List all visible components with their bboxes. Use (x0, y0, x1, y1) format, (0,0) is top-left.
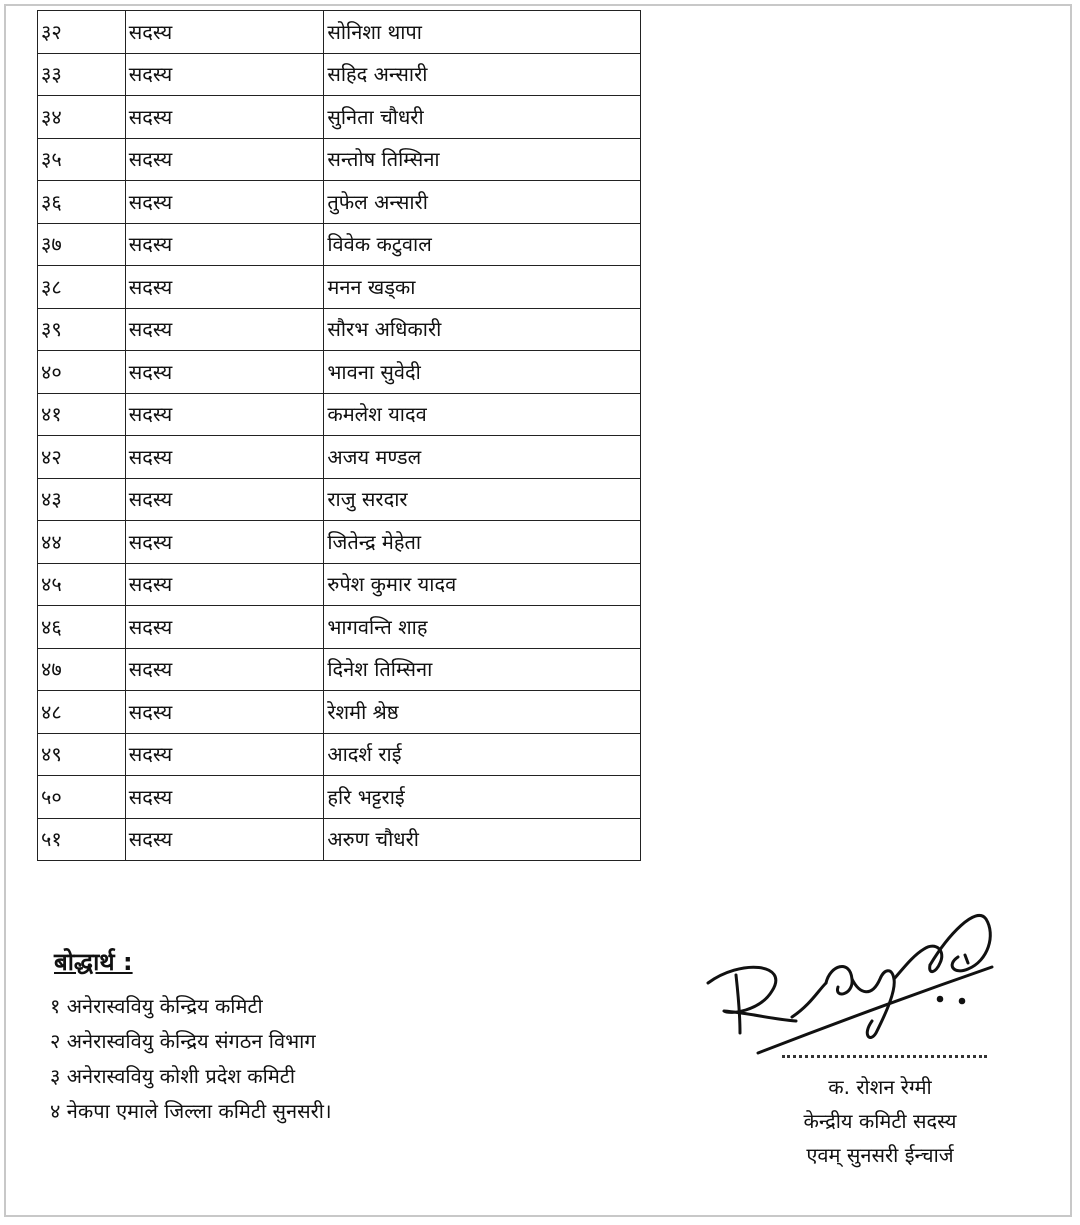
serial-number-cell: ३८ (38, 266, 126, 309)
table-row (38, 11, 641, 54)
member-name-cell: विवेक कटुवाल (324, 223, 641, 266)
serial-number-cell: ३४ (38, 96, 126, 139)
post-cell: सदस्य (125, 818, 324, 861)
member-name-cell: भागवन्ति शाह (324, 606, 641, 649)
table-row (38, 563, 641, 606)
member-name-cell: मनन खड्का (324, 266, 641, 309)
serial-number-cell: ४३ (38, 478, 126, 521)
signatory-details (745, 1070, 1015, 1172)
serial-number-cell: ४० (38, 351, 126, 394)
post-cell: सदस्य (125, 96, 324, 139)
member-name-cell: आदर्श राई (324, 733, 641, 776)
member-name-cell: सन्तोष तिम्सिना (324, 138, 641, 181)
post-cell: सदस्य (125, 478, 324, 521)
post-cell: सदस्य (125, 181, 324, 224)
post-cell: सदस्य (125, 691, 324, 734)
serial-number-cell: ४७ (38, 648, 126, 691)
serial-number-cell: ३३ (38, 53, 126, 96)
signature-dotted-line (782, 1055, 987, 1058)
member-name-cell: सौरभ अधिकारी (324, 308, 641, 351)
member-name-cell: अजय मण्डल (324, 436, 641, 479)
serial-number-cell: ५१ (38, 818, 126, 861)
member-name-cell: दिनेश तिम्सिना (324, 648, 641, 691)
signature-block (700, 895, 1000, 1185)
table-row (38, 521, 641, 564)
table-row (38, 648, 641, 691)
post-cell: सदस्य (125, 308, 324, 351)
handwritten-signature-icon (700, 895, 1000, 1055)
member-name-cell: रुपेश कुमार यादव (324, 563, 641, 606)
signatory-role: एवम् सुनसरी ईन्चार्ज (806, 1143, 954, 1167)
serial-number-cell: ३६ (38, 181, 126, 224)
cc-item: १ अनेरास्ववियु केन्द्रिय कमिटी (50, 994, 263, 1018)
member-name-cell: कमलेश यादव (324, 393, 641, 436)
table-row (38, 733, 641, 776)
table-row (38, 436, 641, 479)
member-name-cell: अरुण चौधरी (324, 818, 641, 861)
post-cell: सदस्य (125, 436, 324, 479)
post-cell: सदस्य (125, 351, 324, 394)
serial-number-cell: ४६ (38, 606, 126, 649)
post-cell: सदस्य (125, 648, 324, 691)
member-rows (38, 11, 641, 861)
member-name-cell: राजु सरदार (324, 478, 641, 521)
member-name-cell: तुफेल अन्सारी (324, 181, 641, 224)
table-row (38, 96, 641, 139)
post-cell: सदस्य (125, 138, 324, 181)
serial-number-cell: ४५ (38, 563, 126, 606)
table-row (38, 223, 641, 266)
table-row (38, 308, 641, 351)
serial-number-cell: ४४ (38, 521, 126, 564)
table-row (38, 776, 641, 819)
table-row (38, 606, 641, 649)
serial-number-cell: ४८ (38, 691, 126, 734)
serial-number-cell: ३२ (38, 11, 126, 54)
serial-number-cell: ५० (38, 776, 126, 819)
member-name-cell: रेशमी श्रेष्ठ (324, 691, 641, 734)
table-row (38, 351, 641, 394)
table-row (38, 478, 641, 521)
member-name-cell: भावना सुवेदी (324, 351, 641, 394)
member-table (37, 10, 641, 861)
member-name-cell: हरि भट्टराई (324, 776, 641, 819)
member-name-cell: जितेन्द्र मेहेता (324, 521, 641, 564)
serial-number-cell: ३९ (38, 308, 126, 351)
cc-item: ३ अनेरास्ववियु कोशी प्रदेश कमिटी (50, 1064, 296, 1088)
signatory-name: क. रोशन रेग्मी (828, 1075, 932, 1099)
cc-item: २ अनेरास्ववियु केन्द्रिय संगठन विभाग (50, 1029, 316, 1053)
cc-title: बोद्धार्थ : (54, 948, 133, 976)
post-cell: सदस्य (125, 266, 324, 309)
table-row (38, 818, 641, 861)
table-row (38, 266, 641, 309)
table-row (38, 53, 641, 96)
post-cell: सदस्य (125, 223, 324, 266)
cc-section (50, 945, 650, 1129)
table-row (38, 393, 641, 436)
post-cell: सदस्य (125, 733, 324, 776)
serial-number-cell: ४१ (38, 393, 126, 436)
serial-number-cell: ४९ (38, 733, 126, 776)
member-name-cell: सुनिता चौधरी (324, 96, 641, 139)
member-name-cell: सहिद अन्सारी (324, 53, 641, 96)
post-cell: सदस्य (125, 606, 324, 649)
post-cell: सदस्य (125, 776, 324, 819)
post-cell: सदस्य (125, 11, 324, 54)
serial-number-cell: ४२ (38, 436, 126, 479)
post-cell: सदस्य (125, 53, 324, 96)
post-cell: सदस्य (125, 393, 324, 436)
table-row (38, 138, 641, 181)
post-cell: सदस्य (125, 521, 324, 564)
table-row (38, 181, 641, 224)
table-row (38, 691, 641, 734)
serial-number-cell: ३७ (38, 223, 126, 266)
member-name-cell: सोनिशा थापा (324, 11, 641, 54)
signatory-position: केन्द्रीय कमिटी सदस्य (803, 1109, 957, 1133)
cc-item: ४ नेकपा एमाले जिल्ला कमिटी सुनसरी। (50, 1099, 332, 1123)
serial-number-cell: ३५ (38, 138, 126, 181)
post-cell: सदस्य (125, 563, 324, 606)
